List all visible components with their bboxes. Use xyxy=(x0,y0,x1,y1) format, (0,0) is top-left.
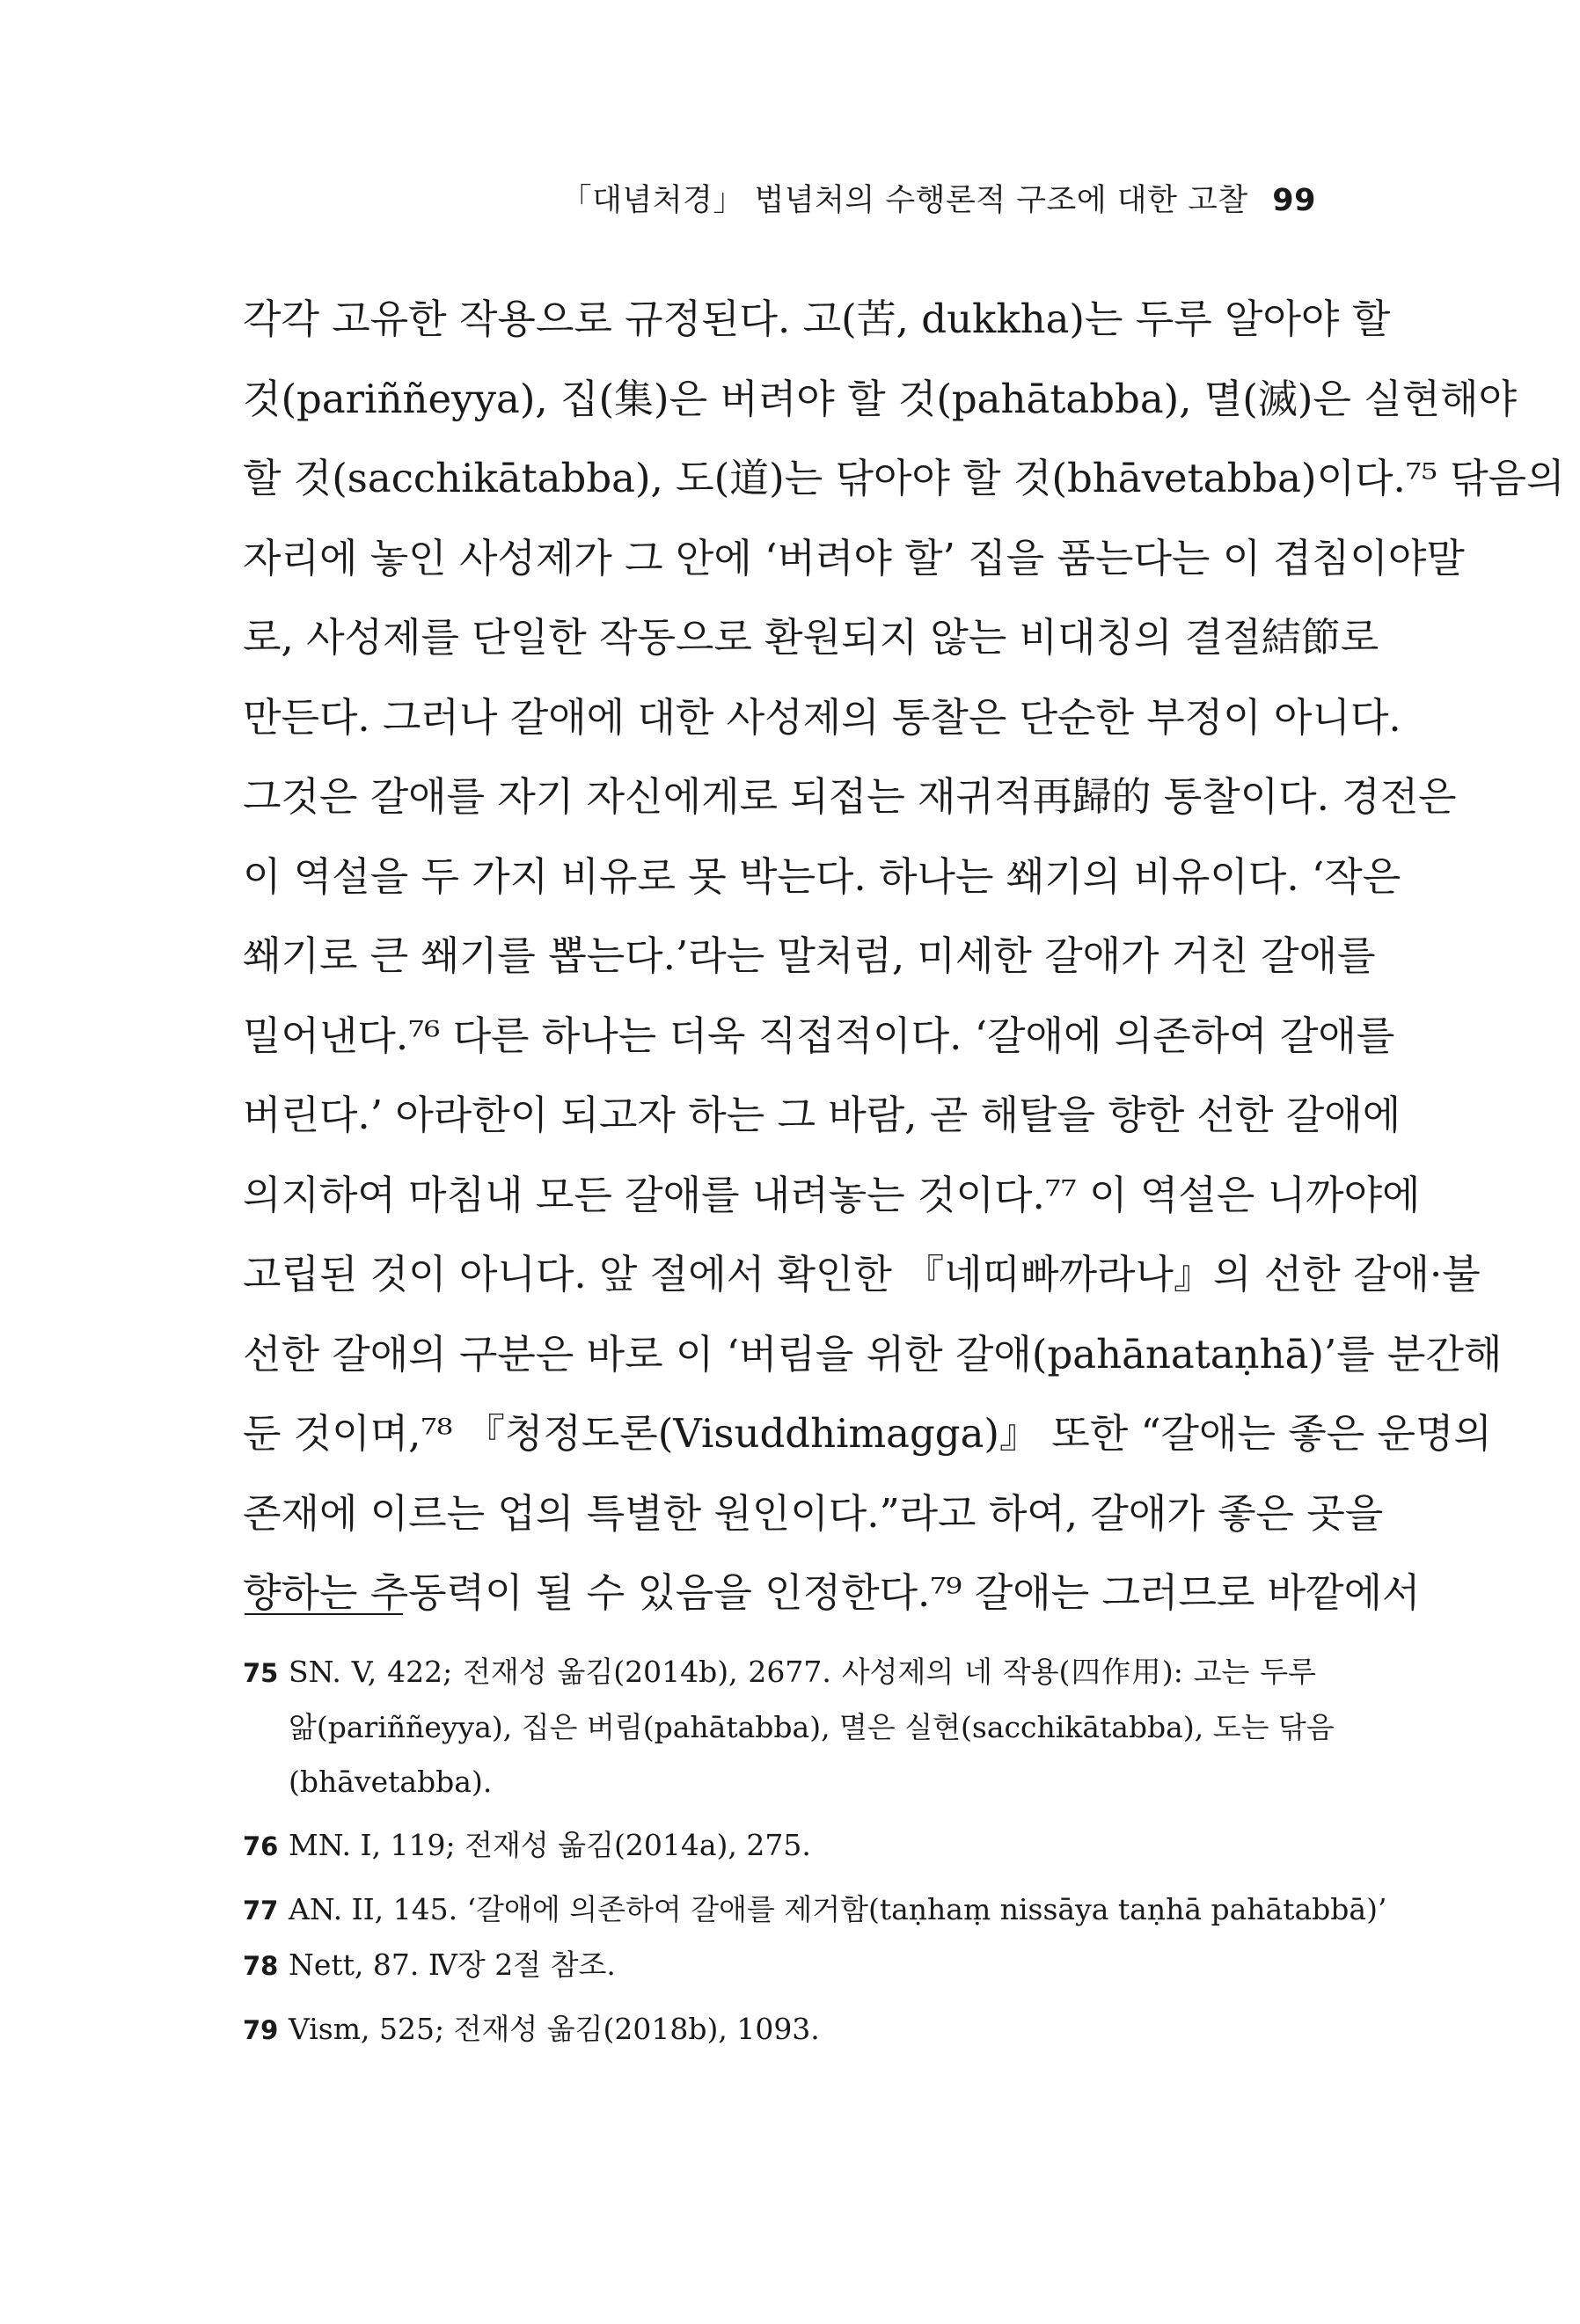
body-line: 할 것(sacchikātabba), 도(道)는 닦아야 할 것(bhāvetabba)이다.⁷⁵ 닦음의 xyxy=(243,455,1565,501)
footnote-76 xyxy=(243,1818,1316,1874)
body-line: 이 역설을 두 가지 비유로 못 박는다. 하나는 쐐기의 비유이다. ‘작은 xyxy=(243,852,1401,900)
footnote-77 xyxy=(243,1882,1387,1938)
footnote-text: 앎(pariññeyya), 집은 버림(pahātabba), 멸은 실현(sacchikātabba), 도는 닦음 xyxy=(289,1710,1335,1744)
body-line: 둔 것이며,⁷⁸ 『청정도론(Visuddhimagga)』 또한 “갈애는 좋은 운명의 xyxy=(243,1410,1492,1457)
page-number: 99 xyxy=(1272,183,1316,218)
footnote-75-cont xyxy=(243,1700,1335,1755)
body-line: 쐐기로 큰 쐐기를 뽑는다.’라는 말처럼, 미세한 갈애가 거친 갈애를 xyxy=(243,932,1376,979)
footnote-number: 76 xyxy=(243,1831,279,1861)
body-line: 선한 갈애의 구분은 바로 이 ‘버림을 위한 갈애(pahānataṇhā)’를 분간해 xyxy=(243,1330,1503,1378)
footnote-number: 79 xyxy=(243,2015,279,2045)
body-line: 로, 사성제를 단일한 작동으로 환원되지 않는 비대칭의 결절結節로 xyxy=(243,614,1379,661)
body-line: 고립된 것이 아니다. 앞 절에서 확인한 『네띠빠까라나』의 선한 갈애·불 xyxy=(243,1251,1481,1297)
footnote-spacer xyxy=(243,1874,1316,1882)
footnote-78 xyxy=(243,1938,1316,1993)
body-line: 그것은 갈애를 자기 자신에게로 되접는 재귀적再歸的 통찰이다. 경전은 xyxy=(243,773,1457,820)
body-line: 만든다. 그러나 갈애에 대한 사성제의 통찰은 단순한 부정이 아니다. xyxy=(243,693,1401,741)
footnote-text: SN. V, 422; 전재성 옮김(2014b), 2677. 사성제의 네 작용(四作用): 고는 두루 xyxy=(289,1655,1316,1689)
body-line: 향하는 추동력이 될 수 있음을 인정한다.⁷⁹ 갈애는 그러므로 바깥에서 xyxy=(243,1569,1421,1616)
footnote-79 xyxy=(243,2002,1316,2057)
footnote-spacer xyxy=(243,1809,1316,1818)
footnote-text: AN. II, 145. ‘갈애에 의존하여 갈애를 제거함(taṇhaṃ nissāya taṇhā pahātabbā)’ xyxy=(289,1892,1387,1926)
footnote-text: Vism, 525; 전재성 옮김(2018b), 1093. xyxy=(289,2012,820,2046)
footnote-spacer xyxy=(243,1993,1316,2002)
footnote-75 xyxy=(243,1645,1316,1700)
footnotes xyxy=(243,1645,1387,2057)
running-head-title: 「대념처경」 법념처의 수행론적 구조에 대한 고찰 xyxy=(560,183,1248,218)
body-line: 자리에 놓인 사성제가 그 안에 ‘버려야 할’ 집을 품는다는 이 겹침이야말 xyxy=(243,534,1465,581)
body-line: 밀어낸다.⁷⁶ 다른 하나는 더욱 직접적이다. ‘갈애에 의존하여 갈애를 xyxy=(243,1012,1395,1059)
footnote-divider xyxy=(245,1613,403,1615)
body-line: 존재에 이르는 업의 특별한 원인이다.”라고 하여, 갈애가 좋은 곳을 xyxy=(243,1489,1384,1537)
body-line: 각각 고유한 작용으로 규정된다. 고(苦, dukkha)는 두루 알아야 할 xyxy=(243,296,1391,342)
footnote-number: 77 xyxy=(243,1896,279,1926)
body-line: 의지하여 마침내 모든 갈애를 내려놓는 것이다.⁷⁷ 이 역설은 니까야에 xyxy=(243,1171,1421,1218)
body-line: 버린다.’ 아라한이 되고자 하는 그 바람, 곧 해탈을 향한 선한 갈애에 xyxy=(243,1092,1401,1138)
footnote-text: MN. I, 119; 전재성 옮김(2014a), 275. xyxy=(289,1828,811,1862)
footnote-text: Nett, 87. Ⅳ장 2절 참조. xyxy=(289,1948,616,1982)
running-head xyxy=(561,176,1316,220)
footnote-number: 78 xyxy=(243,1951,279,1981)
footnote-number: 75 xyxy=(243,1658,279,1688)
body-line: 것(pariññeyya), 집(集)은 버려야 할 것(pahātabba), 멸(滅)은 실현해야 xyxy=(243,375,1518,422)
footnote-75-cont xyxy=(243,1755,1316,1809)
footnote-text: (bhāvetabba). xyxy=(289,1765,493,1799)
body-text xyxy=(243,280,1565,1633)
